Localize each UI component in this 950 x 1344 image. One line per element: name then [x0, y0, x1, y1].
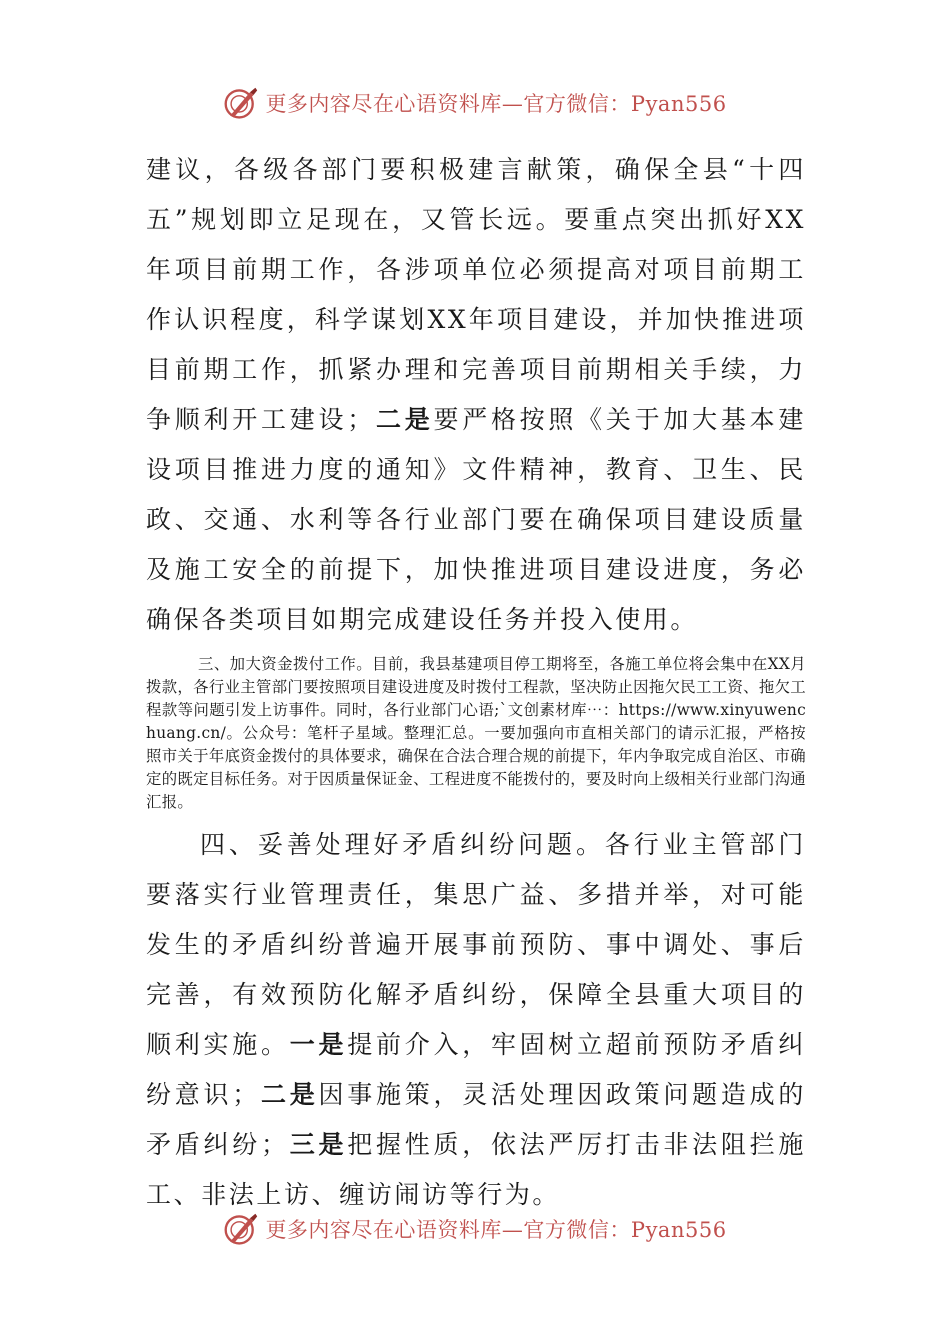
pen-circle-logo-icon	[223, 85, 259, 121]
paragraph-2: 三、加大资金拨付工作。目前，我县基建项目停工期将至，各施工单位将会集中在XX月拨款，各行业主管部门要按照项目建设进度及时拨付工程款，坚决防止因拖欠民工工资、拖欠工程款等问题引发上访事件。同时，各行业部门心语;`文创素材库⋯：https://www.xinyuwenchuang.cn/。公众号：笔杆子星域。整理汇总。一要加强向市直相关部门的请示汇报，严格按照市关于年底资金拨付的具体要求，确保在合法合理合规的前提下，年内争取完成自治区、市确定的既定目标任务。对于因质量保证金、工程进度不能拨付的，要及时向上级相关行业部门沟通汇报。	[146, 655, 806, 811]
footer-banner	[0, 1204, 950, 1254]
paragraph-3-text-e: 因事施策，灵活处理因政策问题造成的矛盾纠纷；	[146, 1080, 807, 1159]
footer-banner-text: 更多内容尽在心语资料库—官方微信：Pyan556	[265, 1218, 727, 1242]
paragraph-3	[146, 820, 806, 1220]
paragraph-1-text-a: 建议，各级各部门要积极建言献策，确保全县“十四五”规划即立足现在，又管长远。要重点突出抓好XX年项目前期工作，各涉项单位必须提高对项目前期工作认识程度，科学谋划XX年项目建设，并加快推进项目前期工作，抓紧办理和完善项目前期相关手续，力争顺利开工建设；	[146, 155, 806, 434]
paragraph-1	[146, 145, 806, 645]
pen-circle-logo-icon	[223, 1211, 259, 1247]
paragraph-3-bold-d: 二是	[259, 1080, 319, 1109]
header-banner-text: 更多内容尽在心语资料库—官方微信：Pyan556	[265, 92, 727, 116]
paragraph-3-bold-f: 三是	[288, 1130, 348, 1159]
paragraph-3-text-c: 提前介入，牢固树立超前预防矛盾纠纷意识；	[146, 1030, 806, 1109]
paragraph-3-bold-b: 一是	[289, 1030, 348, 1059]
header-banner	[0, 78, 950, 128]
paragraph-1-text-c: 要严格按照《关于加大基本建设项目推进力度的通知》文件精神，教育、卫生、民政、交通、水利等各行业部门要在确保项目建设质量及施工安全的前提下，加快推进项目建设进度，务必确保各类项目如期完成建设任务并投入使用。	[146, 405, 806, 634]
document-body	[146, 145, 806, 1220]
paragraph-3-text-a: 四、妥善处理好矛盾纠纷问题。各行业主管部门要落实行业管理责任，集思广益、多措并举，对可能发生的矛盾纠纷普遍开展事前预防、事中调处、事后完善，有效预防化解矛盾纠纷，保障全县重大项目的顺利实施。	[146, 830, 806, 1059]
paragraph-3-text-g: 把握性质，依法严厉打击非法阻拦施工、非法上访、缠访闹访等行为。	[146, 1130, 806, 1209]
paragraph-1-bold-b: 二是	[374, 405, 434, 434]
